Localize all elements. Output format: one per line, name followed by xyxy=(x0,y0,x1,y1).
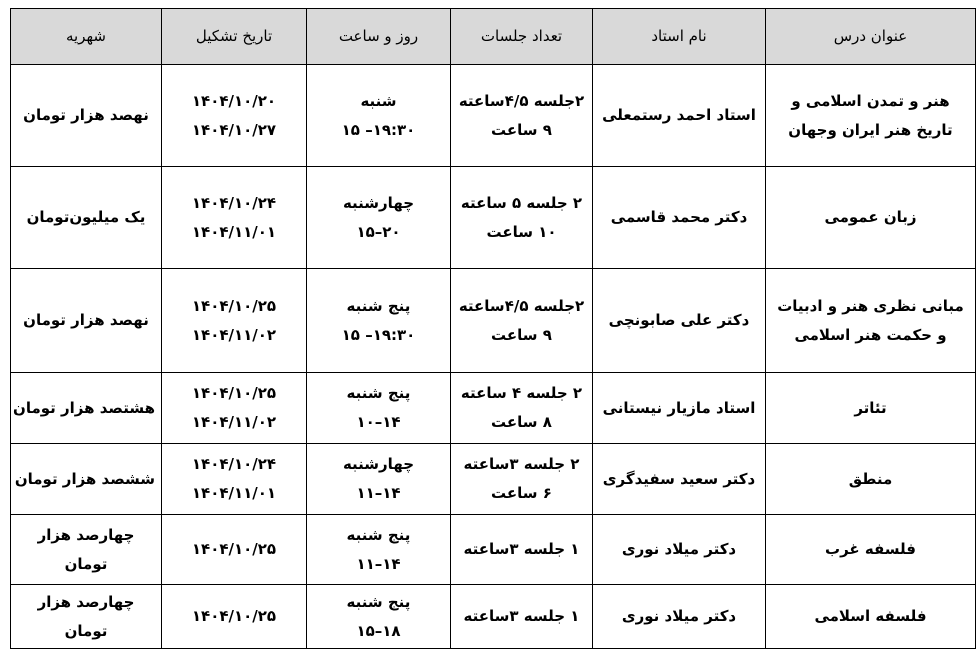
session-count-cell-line: ۲ جلسه ۵ ساعته xyxy=(460,193,583,212)
fee-cell xyxy=(11,65,162,167)
session-count-cell-line: ۹ ساعت xyxy=(491,325,552,344)
teacher-name-cell-line: دکتر علی صابونچی xyxy=(608,311,750,329)
day-time-cell-line: شنبه xyxy=(360,91,397,110)
fee-cell xyxy=(11,167,162,269)
dates-cell-line: ۱۴۰۴/۱۰/۲۴ xyxy=(191,455,277,473)
day-time-cell xyxy=(307,167,451,269)
table-row xyxy=(11,444,976,515)
header-row xyxy=(11,9,976,65)
session-count-cell xyxy=(451,585,593,649)
course-title-cell-line: زبان عمومی xyxy=(824,208,917,226)
header-fee: شهریه xyxy=(11,9,162,65)
day-time-cell-line: پنج شنبه xyxy=(346,525,411,544)
course-title-cell-line: منطق xyxy=(848,469,893,488)
course-title-cell-line: فلسفه اسلامی xyxy=(814,607,927,625)
course-title-cell-line: تئاتر xyxy=(854,398,887,417)
session-count-cell xyxy=(451,65,593,167)
teacher-name-cell xyxy=(593,515,766,585)
dates-cell xyxy=(162,585,307,649)
dates-cell-line: ۱۴۰۴/۱۰/۲۵ xyxy=(191,540,277,558)
header-course-title: عنوان درس xyxy=(766,9,976,65)
session-count-cell-line: ۲ جلسه ۳ساعته xyxy=(463,455,580,473)
fee-cell-line: ششصد هزار تومان xyxy=(14,469,155,488)
fee-cell-line: چهارصد هزار xyxy=(37,592,135,611)
day-time-cell-line: چهارشنبه xyxy=(342,455,415,473)
teacher-name-cell xyxy=(593,444,766,515)
dates-cell-line: ۱۴۰۴/۱۱/۰۲ xyxy=(191,325,277,344)
fee-cell-line: نهصد هزار تومان xyxy=(23,106,149,124)
day-time-cell xyxy=(307,65,451,167)
dates-cell-line: ۱۴۰۴/۱۱/۰۱ xyxy=(191,222,277,241)
course-title-cell xyxy=(766,585,976,649)
table-row xyxy=(11,269,976,373)
course-title-cell xyxy=(766,373,976,444)
table-row xyxy=(11,167,976,269)
teacher-name-cell xyxy=(593,65,766,167)
header-teacher-name: نام استاد xyxy=(593,9,766,65)
table-row xyxy=(11,515,976,585)
day-time-cell-line: ۱۴–۱۰ xyxy=(356,413,401,431)
session-count-cell xyxy=(451,515,593,585)
course-title-cell-line: فلسفه غرب xyxy=(825,540,916,558)
dates-cell xyxy=(162,444,307,515)
fee-cell-line: یک میلیون‌تومان xyxy=(26,208,146,226)
day-time-cell-line: ۱۸–۱۵ xyxy=(356,621,401,640)
teacher-name-cell xyxy=(593,269,766,373)
day-time-cell-line: چهارشنبه xyxy=(342,193,415,212)
teacher-name-cell xyxy=(593,167,766,269)
session-count-cell-line: ۲جلسه ۴/۵ساعته xyxy=(458,296,585,315)
course-title-cell xyxy=(766,269,976,373)
teacher-name-cell-line: دکتر محمد قاسمی xyxy=(610,208,748,226)
course-title-cell xyxy=(766,444,976,515)
dates-cell-line: ۱۴۰۴/۱۰/۲۷ xyxy=(191,120,277,139)
teacher-name-cell-line: دکتر میلاد نوری xyxy=(621,607,737,625)
teacher-name-cell xyxy=(593,585,766,649)
session-count-cell-line: ۲جلسه ۴/۵ساعته xyxy=(458,91,585,110)
dates-cell-line: ۱۴۰۴/۱۰/۲۵ xyxy=(191,296,277,315)
dates-cell xyxy=(162,373,307,444)
course-title-cell-line: و حکمت هنر اسلامی xyxy=(794,325,947,344)
header-dates: تاریخ تشکیل xyxy=(162,9,307,65)
day-time-cell xyxy=(307,269,451,373)
dates-cell xyxy=(162,269,307,373)
table-row xyxy=(11,585,976,649)
session-count-cell-line: ۱ جلسه ۳ساعته xyxy=(463,540,580,558)
day-time-cell-line: ۱۴–۱۱ xyxy=(356,554,401,573)
dates-cell-line: ۱۴۰۴/۱۰/۲۰ xyxy=(191,91,277,110)
fee-cell xyxy=(11,269,162,373)
teacher-name-cell-line: استاد مازیار نیستانی xyxy=(602,398,756,417)
day-time-cell xyxy=(307,585,451,649)
fee-cell-line: تومان xyxy=(64,554,108,573)
fee-cell-line: هشتصد هزار تومان xyxy=(13,398,155,417)
teacher-name-cell-line: دکتر سعید سفیدگری xyxy=(602,469,756,488)
fee-cell-line: تومان xyxy=(64,621,108,640)
course-title-cell xyxy=(766,65,976,167)
fee-cell-line: چهارصد هزار xyxy=(37,525,135,544)
dates-cell-line: ۱۴۰۴/۱۰/۲۴ xyxy=(191,193,277,212)
session-count-cell-line: ۹ ساعت xyxy=(491,120,552,139)
schedule-table-wrapper xyxy=(10,8,976,649)
dates-cell-line: ۱۴۰۴/۱۱/۰۱ xyxy=(191,484,277,502)
course-title-cell-line: مبانی نظری هنر و ادبیات xyxy=(777,296,964,315)
fee-cell xyxy=(11,585,162,649)
dates-cell xyxy=(162,65,307,167)
day-time-cell-line: پنج شنبه xyxy=(346,296,411,315)
dates-cell xyxy=(162,167,307,269)
session-count-cell xyxy=(451,444,593,515)
header-day-time: روز و ساعت xyxy=(307,9,451,65)
day-time-cell xyxy=(307,515,451,585)
course-schedule-table xyxy=(10,8,976,649)
session-count-cell xyxy=(451,269,593,373)
course-title-cell xyxy=(766,515,976,585)
day-time-cell-line: ۲۰–۱۵ xyxy=(356,222,401,241)
dates-cell-line: ۱۴۰۴/۱۰/۲۵ xyxy=(191,607,277,625)
table-row xyxy=(11,373,976,444)
session-count-cell-line: ۱ جلسه ۳ساعته xyxy=(463,607,580,625)
session-count-cell-line: ۲ جلسه ۴ ساعته xyxy=(460,384,583,402)
course-title-cell xyxy=(766,167,976,269)
teacher-name-cell xyxy=(593,373,766,444)
fee-cell xyxy=(11,373,162,444)
day-time-cell xyxy=(307,444,451,515)
table-row xyxy=(11,65,976,167)
fee-cell xyxy=(11,444,162,515)
course-title-cell-line: تاریخ هنر ایران وجهان xyxy=(788,120,953,139)
dates-cell-line: ۱۴۰۴/۱۰/۲۵ xyxy=(191,384,277,402)
day-time-cell-line: پنج شنبه xyxy=(346,384,411,402)
course-title-cell-line: هنر و تمدن اسلامی و xyxy=(791,91,950,110)
teacher-name-cell-line: دکتر میلاد نوری xyxy=(621,540,737,558)
session-count-cell-line: ۸ ساعت xyxy=(491,413,552,431)
session-count-cell xyxy=(451,167,593,269)
day-time-cell xyxy=(307,373,451,444)
day-time-cell-line: پنج شنبه xyxy=(346,592,411,611)
fee-cell xyxy=(11,515,162,585)
dates-cell-line: ۱۴۰۴/۱۱/۰۲ xyxy=(191,413,277,431)
day-time-cell-line: ۱۹:۳۰– ۱۵ xyxy=(341,325,416,344)
session-count-cell-line: ۶ ساعت xyxy=(491,484,552,502)
fee-cell-line: نهصد هزار تومان xyxy=(23,311,149,329)
day-time-cell-line: ۱۴–۱۱ xyxy=(356,484,401,502)
session-count-cell-line: ۱۰ ساعت xyxy=(486,222,557,241)
header-session-count: تعداد جلسات xyxy=(451,9,593,65)
dates-cell xyxy=(162,515,307,585)
day-time-cell-line: ۱۹:۳۰– ۱۵ xyxy=(341,120,416,139)
session-count-cell xyxy=(451,373,593,444)
teacher-name-cell-line: استاد احمد رستمعلی xyxy=(602,106,756,124)
